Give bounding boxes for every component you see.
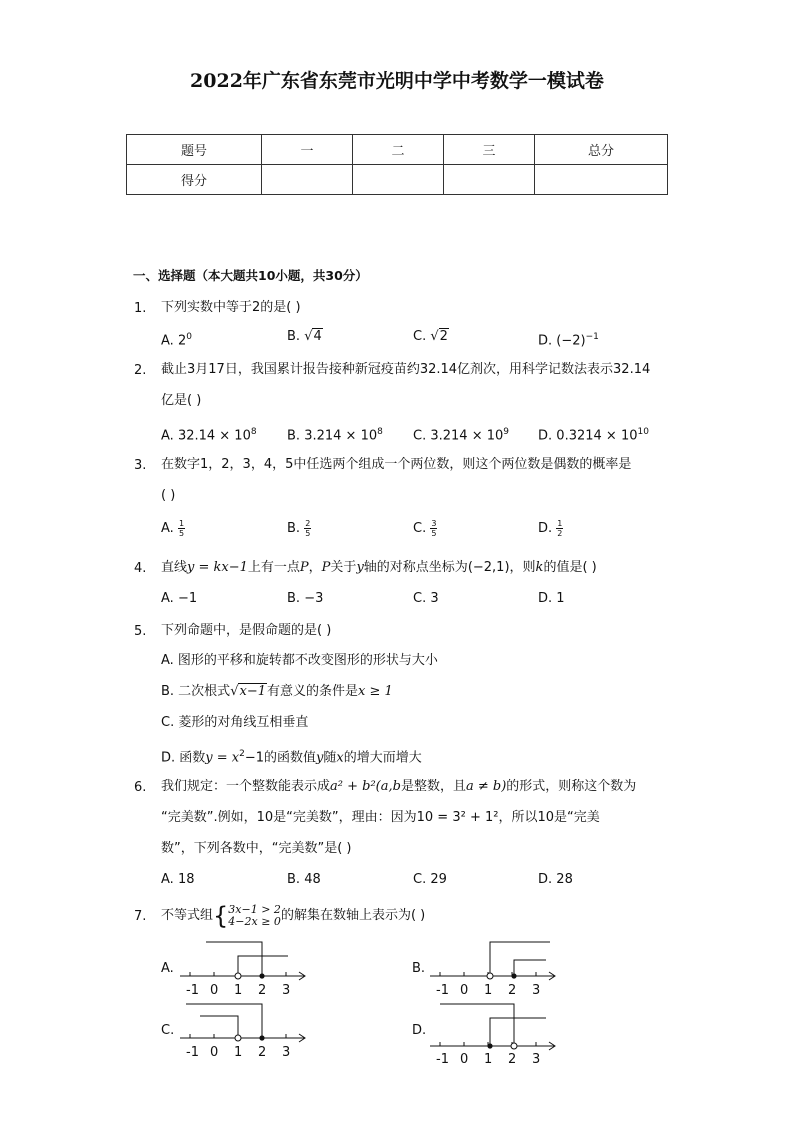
option-label: D. <box>538 333 553 349</box>
option-label: C. <box>413 591 427 606</box>
inequality: 3x−1 > 2 <box>228 902 281 916</box>
denominator: 5 <box>305 529 311 538</box>
question-text <box>161 809 600 827</box>
math: a² + b²(a,b <box>330 779 401 794</box>
question-text: 数”，下列各数中，“完美数”是( ) <box>161 841 352 856</box>
tick-label: 3 <box>282 1045 291 1060</box>
tick-label: 0 <box>210 1045 219 1060</box>
option-a <box>161 871 194 889</box>
interval-right <box>490 1018 546 1046</box>
math: 29 <box>430 872 447 887</box>
text: ， <box>308 560 322 575</box>
fraction <box>304 519 311 538</box>
math: x−1 <box>239 684 266 699</box>
math: −1 <box>585 332 599 342</box>
math: 28 <box>556 872 573 887</box>
option-label: D. <box>538 521 553 536</box>
tick-label: 1 <box>484 983 493 998</box>
option-label: A. <box>161 333 174 349</box>
open-point <box>511 1043 517 1049</box>
table-cell: 三 <box>444 135 535 165</box>
interval-left <box>440 1004 514 1046</box>
interval-right <box>514 960 546 976</box>
math: 3 <box>430 591 439 606</box>
option-label: D. <box>538 591 553 606</box>
math: y <box>316 750 324 766</box>
option-label: C. <box>413 872 427 887</box>
option-a <box>161 328 192 350</box>
fraction <box>430 519 437 538</box>
option-label: C. <box>161 1023 175 1038</box>
table-cell: 总分 <box>535 135 668 165</box>
option-label: D. <box>538 872 553 887</box>
number-line-c <box>180 1000 310 1064</box>
option-d <box>538 590 565 608</box>
question-text: 在数字1，2，3，4，5中任选两个组成一个两位数，则这个两位数是偶数的概率是 <box>161 457 632 472</box>
table-row <box>127 165 668 195</box>
number-line-a <box>180 936 310 1000</box>
text: 上有一点 <box>247 560 300 575</box>
question-text <box>161 559 597 577</box>
tick-label: 3 <box>532 1052 541 1067</box>
denominator: 5 <box>178 529 185 538</box>
closed-point <box>511 973 516 978</box>
question-number: 4. <box>134 561 147 576</box>
option-d <box>538 328 599 350</box>
numerator: 3 <box>431 519 437 528</box>
math: 9 <box>503 427 510 437</box>
question-number: 3. <box>134 458 147 473</box>
interval-left <box>186 1004 262 1038</box>
interval-left <box>200 1016 238 1038</box>
math: (−2) <box>556 333 586 349</box>
option-label: A. <box>161 521 174 536</box>
math: (−2,1) <box>467 560 510 575</box>
option-a: A. 图形的平移和旋转都不改变图形的形状与大小 <box>161 653 438 668</box>
option-a <box>161 590 197 608</box>
tick-label: 0 <box>460 1052 469 1067</box>
question-number: 1. <box>134 301 147 316</box>
question-number: 5. <box>134 624 147 639</box>
fraction <box>556 519 563 538</box>
option-d <box>161 745 422 767</box>
text: 轴的对称点坐标为 <box>363 560 468 575</box>
question-number: 7. <box>134 909 147 924</box>
math: x ≥ 1 <box>358 684 393 699</box>
option-label: A. <box>161 591 174 606</box>
brace: { <box>213 901 229 930</box>
math: −1 <box>244 750 265 766</box>
table-cell: 一 <box>262 135 353 165</box>
open-point <box>235 973 241 979</box>
text: D. 函数 <box>161 750 206 766</box>
option-c: C. √2 <box>413 329 448 344</box>
option-b <box>287 871 321 889</box>
text: 的增大而增大 <box>343 750 422 766</box>
table-row <box>127 135 668 165</box>
math: 10 <box>637 427 649 437</box>
math: 8 <box>250 427 257 437</box>
math: P <box>299 560 309 575</box>
math: 1 <box>556 591 565 606</box>
option-label: B. <box>412 961 426 976</box>
numerator: 1 <box>178 519 185 528</box>
text: B. 二次根式 <box>161 684 231 699</box>
tick-label: -1 <box>186 983 199 998</box>
math: 3.214 × 10 <box>304 428 378 444</box>
option-b: B. √4 <box>287 329 322 344</box>
number-line-b <box>430 936 560 1000</box>
option-label: C. <box>413 428 427 444</box>
table-cell: 得分 <box>127 165 262 195</box>
math: 32.14 × 10 <box>177 428 251 444</box>
tick-label: 0 <box>460 983 469 998</box>
math: k <box>535 560 544 575</box>
open-point <box>487 973 493 979</box>
score-cell[interactable] <box>444 165 535 195</box>
option-label: D. <box>412 1023 427 1038</box>
tick-label: 3 <box>532 983 541 998</box>
tick-label: 3 <box>282 983 291 998</box>
option-b <box>287 590 323 608</box>
option-b <box>287 423 383 445</box>
score-cell[interactable] <box>353 165 444 195</box>
math: x <box>336 750 344 766</box>
math: P <box>321 560 331 575</box>
option-label: D. <box>538 428 553 444</box>
denominator: 5 <box>431 529 437 538</box>
option-label: A. <box>161 961 174 976</box>
tick-label: -1 <box>436 1052 449 1067</box>
option-label: B. <box>287 591 301 606</box>
question-text: 截止3月17日，我国累计报告接种新冠疫苗约32.14亿剂次，用科学记数法表示32.14 <box>161 362 651 377</box>
fraction <box>178 519 185 538</box>
text: 不等式组 <box>161 908 214 923</box>
option-label: A. <box>161 872 174 887</box>
inequality-system <box>228 904 281 928</box>
math: −1 <box>177 591 198 606</box>
question-text: 下列实数中等于2的是( ) <box>161 300 301 315</box>
table-cell: 题号 <box>127 135 262 165</box>
math: 0.3214 × 10 <box>556 428 638 444</box>
text: 的解集在数轴上表示为( ) <box>280 908 426 923</box>
option-c <box>413 590 439 608</box>
interval-right <box>238 956 288 976</box>
option-a <box>161 519 185 538</box>
question-text: ( ) <box>161 488 176 503</box>
option-a <box>161 423 257 445</box>
text: 随 <box>323 750 337 766</box>
text: 的值是( ) <box>543 560 597 575</box>
section-heading: 一、选择题（本大题共10小题，共30分） <box>133 268 368 283</box>
text: 的形式，则称这个数为 <box>506 779 637 794</box>
math: −3 <box>304 591 324 606</box>
score-table <box>126 134 668 195</box>
text: “完美数”.例如，10是“完美数”，理由：因为 <box>161 810 417 825</box>
question-text: 亿是( ) <box>161 393 202 408</box>
math: y = x <box>205 750 240 766</box>
option-b: B. 二次根式√x−1有意义的条件是x ≥ 1 <box>161 684 393 699</box>
page-title: 2022年广东省东莞市光明中学中考数学一模试卷 <box>190 70 604 92</box>
math: 2 <box>177 333 187 349</box>
option-label: A. <box>161 428 174 444</box>
tick-label: 2 <box>508 1052 517 1067</box>
math: y = kx−1 <box>187 560 248 575</box>
tick-label: -1 <box>186 1045 199 1060</box>
math: 18 <box>177 872 195 887</box>
score-cell[interactable] <box>262 165 353 195</box>
option-b <box>287 519 311 538</box>
table-cell: 二 <box>353 135 444 165</box>
tick-label: 0 <box>210 983 219 998</box>
option-d <box>538 519 563 538</box>
tick-label: 2 <box>258 1045 267 1060</box>
math: 10 = 3² + 1² <box>416 810 499 825</box>
text: 直线 <box>161 560 188 575</box>
interval-right <box>490 942 550 976</box>
question-text: 下列命题中，是假命题的是( ) <box>161 623 332 638</box>
option-c <box>413 871 447 889</box>
math: 0 <box>186 332 192 342</box>
closed-point <box>259 973 264 978</box>
closed-point <box>487 1043 492 1048</box>
denominator: 2 <box>557 529 563 538</box>
inequality: 4−2x ≥ 0 <box>228 914 281 928</box>
numerator: 2 <box>305 519 311 528</box>
tick-label: 2 <box>258 983 267 998</box>
tick-label: 1 <box>484 1052 493 1067</box>
math: 4 <box>313 329 322 344</box>
question-text <box>161 898 425 934</box>
tick-label: 1 <box>234 983 243 998</box>
text: 的函数值 <box>264 750 317 766</box>
tick-label: 2 <box>508 983 517 998</box>
question-text <box>161 778 636 796</box>
text: ，则 <box>509 560 536 575</box>
interval-left <box>206 942 262 976</box>
tick-label: 1 <box>234 1045 243 1060</box>
number-line-d <box>430 1000 560 1067</box>
option-c <box>413 519 437 538</box>
option-label: B. <box>287 428 301 444</box>
option-c: C. 菱形的对角线互相垂直 <box>161 715 309 730</box>
math: 2 <box>439 329 448 344</box>
score-cell[interactable] <box>535 165 668 195</box>
question-number: 6. <box>134 780 147 795</box>
option-label: B. <box>287 329 301 344</box>
math: y <box>356 560 364 575</box>
numerator: 1 <box>557 519 563 528</box>
math: 3.214 × 10 <box>430 428 504 444</box>
tick-label: -1 <box>436 983 449 998</box>
option-d <box>538 871 573 889</box>
text: 是整数，且 <box>400 779 466 794</box>
text: 我们规定：一个整数能表示成 <box>161 779 331 794</box>
option-label: B. <box>287 521 301 536</box>
closed-point <box>259 1035 264 1040</box>
math: a ≠ b) <box>465 779 507 794</box>
text: 关于 <box>330 560 357 575</box>
option-label: C. <box>413 329 427 344</box>
math: 2 <box>239 749 245 759</box>
option-d <box>538 423 649 445</box>
text: ，所以10是“完美 <box>498 810 600 825</box>
option-label: B. <box>287 872 301 887</box>
question-number: 2. <box>134 363 147 378</box>
math: 48 <box>304 872 321 887</box>
option-label: C. <box>413 521 427 536</box>
open-point <box>235 1035 241 1041</box>
text: 有意义的条件是 <box>266 684 358 699</box>
option-c <box>413 423 509 445</box>
math: 8 <box>377 427 383 437</box>
